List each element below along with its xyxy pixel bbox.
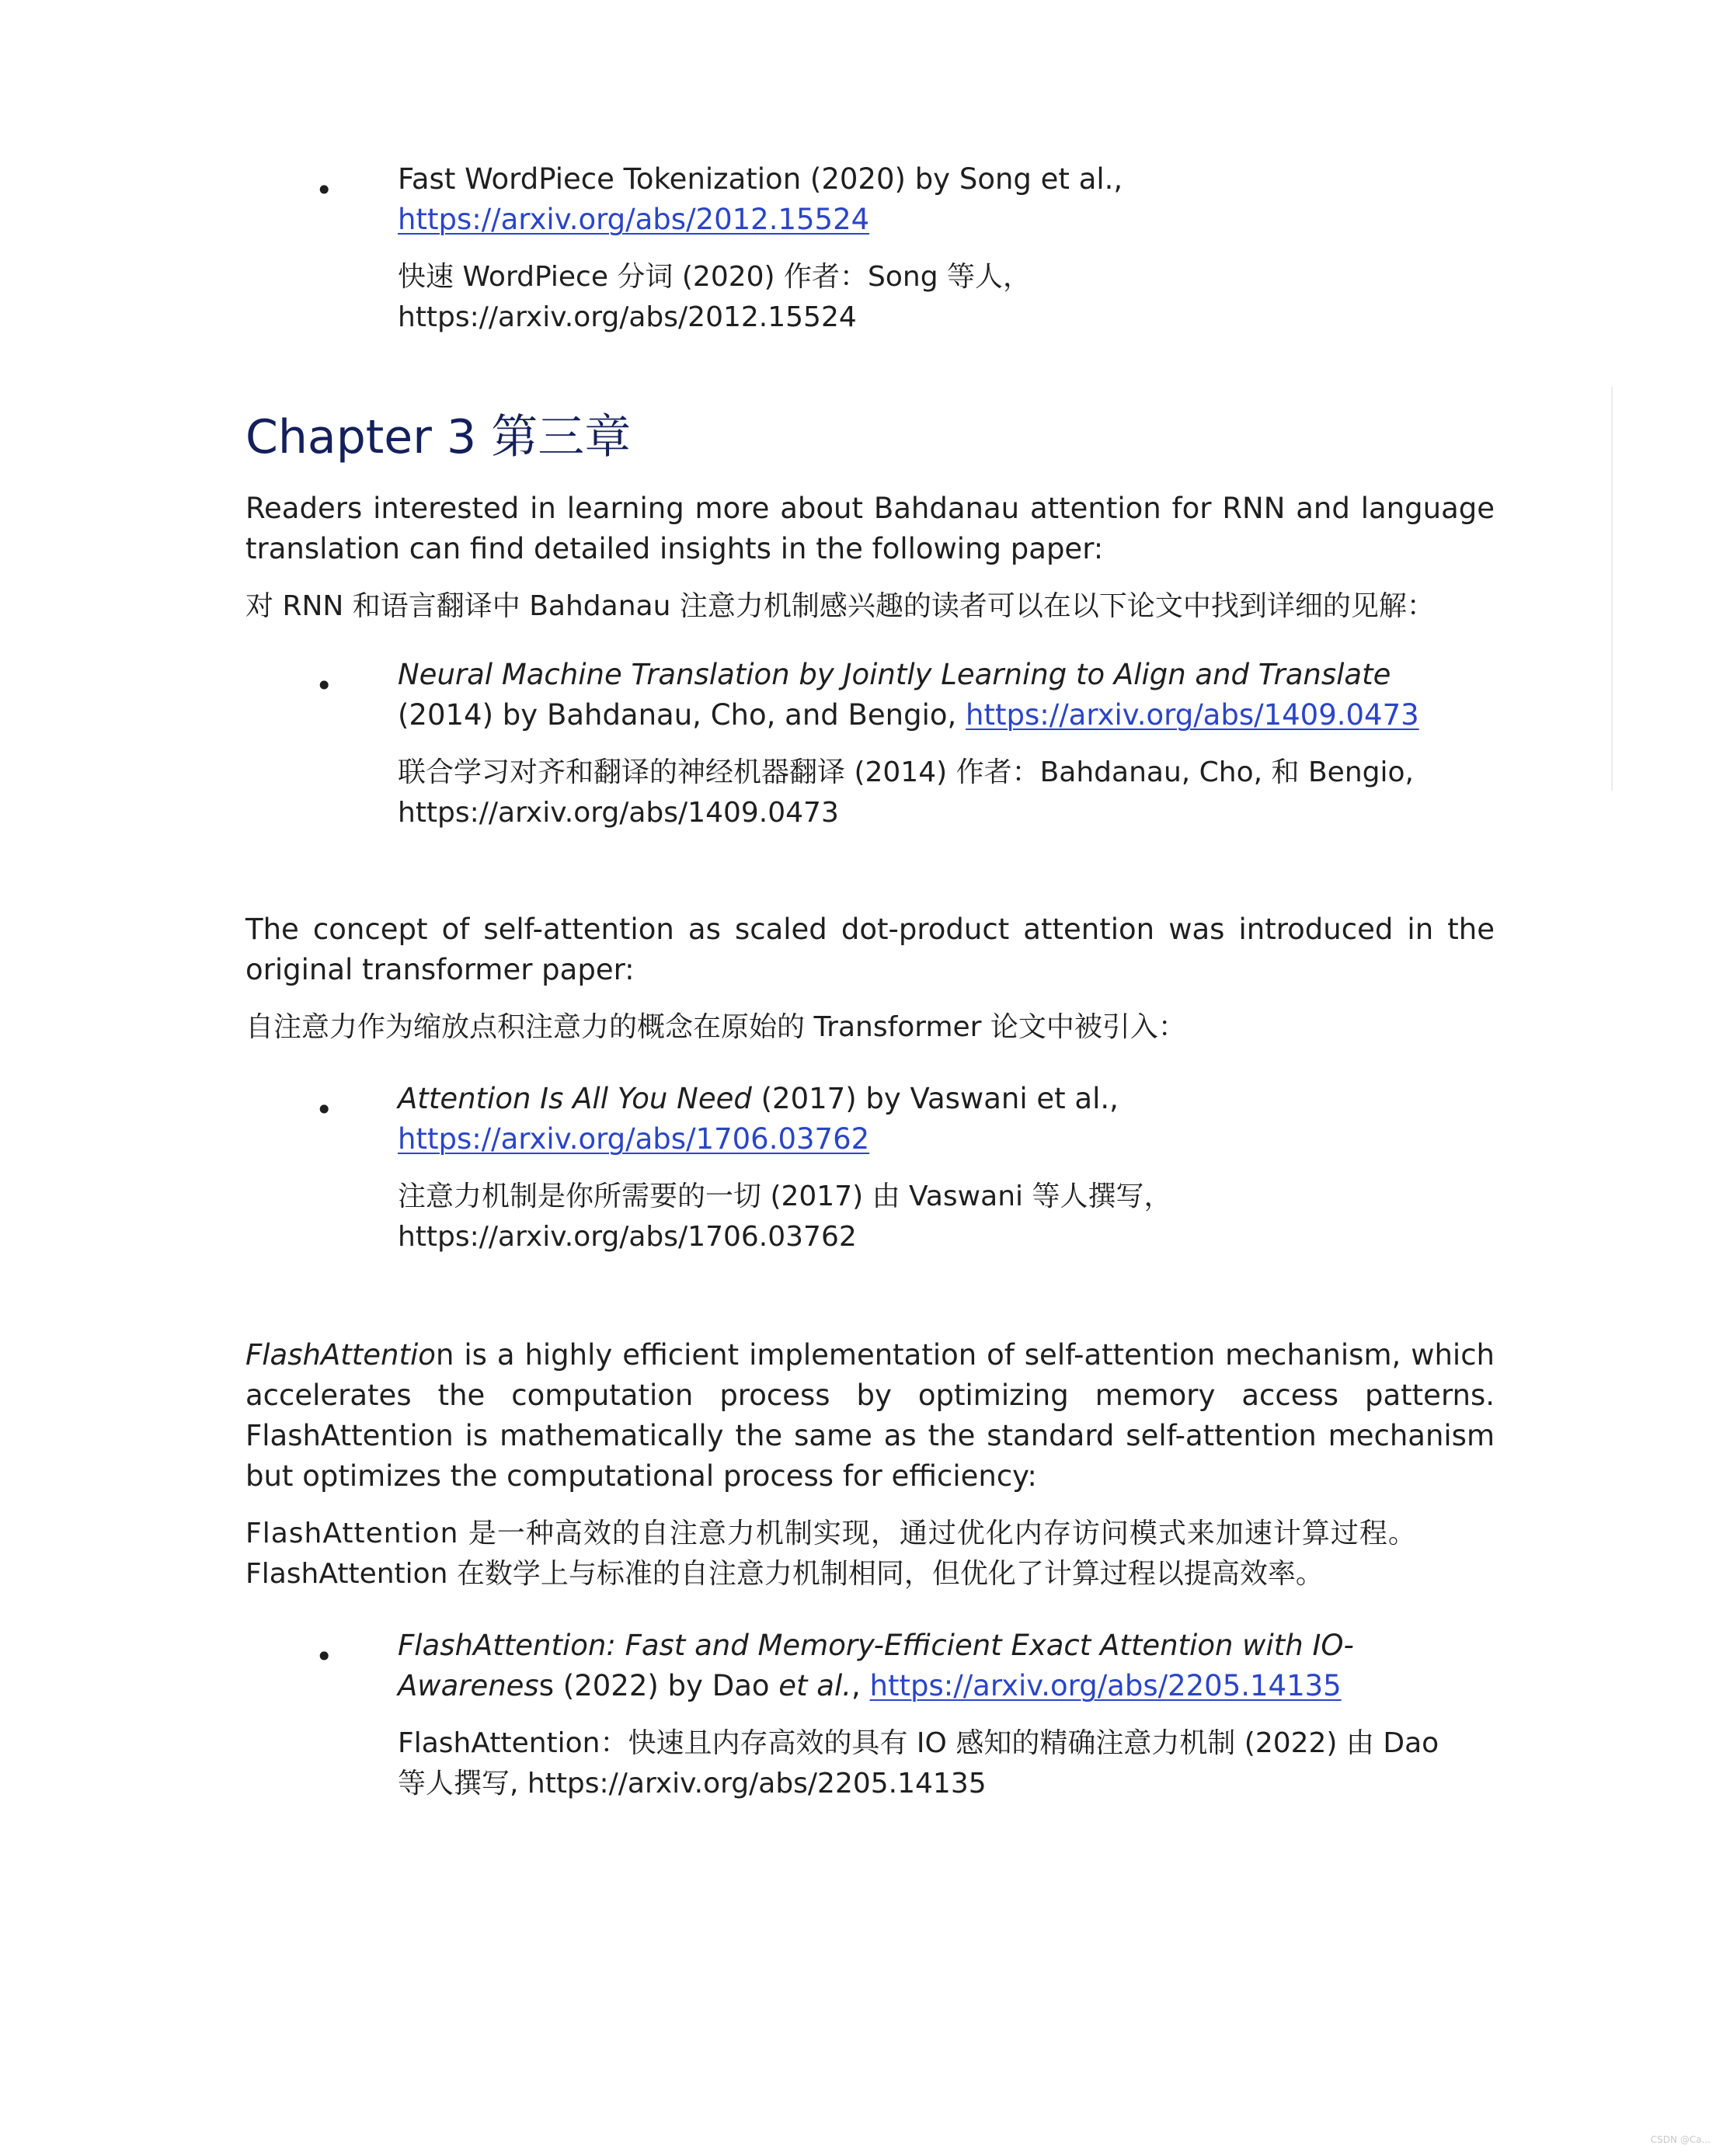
reference-link[interactable]: https://arxiv.org/abs/2012.15524 [398, 203, 870, 236]
reference-item-wordpiece [245, 159, 1495, 338]
reference-item-vaswani [245, 1079, 1495, 1257]
reference-translation: 注意力机制是你所需要的一切 (2017) 由 Vaswani 等人撰写， https://arxiv.org/abs/1706.03762 [398, 1181, 1172, 1253]
reference-citation: Attention Is All You Need (2017) by Vaswani et al., https://arxiv.org/abs/1706.03762 [398, 1082, 1119, 1156]
paragraph-flashattention-zh: FlashAttention 是一种高效的自注意力机制实现，通过优化内存访问模式来加速计算过程。 FlashAttention 在数学上与标准的自注意力机制相同，但优化了计算过程以提高效率。 [245, 1518, 1417, 1590]
bullet-icon: • [315, 1640, 333, 1674]
reference-citation: Neural Machine Translation by Jointly Learning to Align and Translate (2014) by Bahdanau, Cho, and Bengio, https://arxiv.org/abs/1409.0473 [398, 658, 1419, 732]
chapter-heading: Chapter 3 第三章 [245, 410, 632, 464]
reference-citation: FlashAttention: Fast and Memory-Efficient Exact Attention with IO- Awareness (2022) by Dao et al., https://arxiv.org/abs/2205.14135 [398, 1629, 1354, 1702]
reference-link[interactable]: https://arxiv.org/abs/2205.14135 [869, 1669, 1342, 1702]
bullet-icon: • [315, 173, 333, 207]
paragraph-self-attention-zh: 自注意力作为缩放点积注意力的概念在原始的 Transformer 论文中被引入： [245, 1011, 1186, 1043]
document-content [245, 159, 1495, 1804]
bullet-icon: • [315, 669, 333, 703]
page-edge-divider [1611, 387, 1613, 791]
bullet-icon: • [315, 1093, 333, 1127]
reference-link[interactable]: https://arxiv.org/abs/1409.0473 [966, 698, 1419, 732]
paragraph-self-attention-en: The concept of self-attention as scaled dot-product attention was introduced in the original transformer paper: [245, 913, 1495, 986]
watermark: CSDN @Ca... [1650, 2134, 1711, 2145]
paragraph-bahdanau-en: Readers interested in learning more about Bahdanau attention for RNN and language translation can find detailed insights in the following paper: [245, 492, 1495, 565]
paragraph-flashattention-en: FlashAttention is a highly efficient implementation of self-attention mechanism, which accelerates the computation process by optimizing memory access patterns. FlashAttention is mathematically the same as the standard self-attention mechanism but optimizes the computational process for efficiency: [245, 1338, 1495, 1493]
reference-citation: Fast WordPiece Tokenization (2020) by Song et al., https://arxiv.org/abs/2012.15524 [398, 162, 1123, 236]
reference-translation: FlashAttention：快速且内存高效的具有 IO 感知的精确注意力机制 (2022) 由 Dao 等人撰写, https://arxiv.org/abs/2205.14135 [398, 1727, 1439, 1800]
reference-translation: 联合学习对齐和翻译的神经机器翻译 (2014) 作者：Bahdanau, Cho, 和 Bengio, https://arxiv.org/abs/1409.0473 [398, 756, 1414, 829]
paragraph-bahdanau-zh: 对 RNN 和语言翻译中 Bahdanau 注意力机制感兴趣的读者可以在以下论文中找到详细的见解： [245, 590, 1435, 622]
reference-item-bahdanau [245, 655, 1495, 833]
reference-translation: 快速 WordPiece 分词 (2020) 作者：Song 等人， https://arxiv.org/abs/2012.15524 [398, 261, 1032, 333]
reference-link[interactable]: https://arxiv.org/abs/1706.03762 [398, 1122, 870, 1156]
reference-item-flashattention [245, 1626, 1495, 1804]
